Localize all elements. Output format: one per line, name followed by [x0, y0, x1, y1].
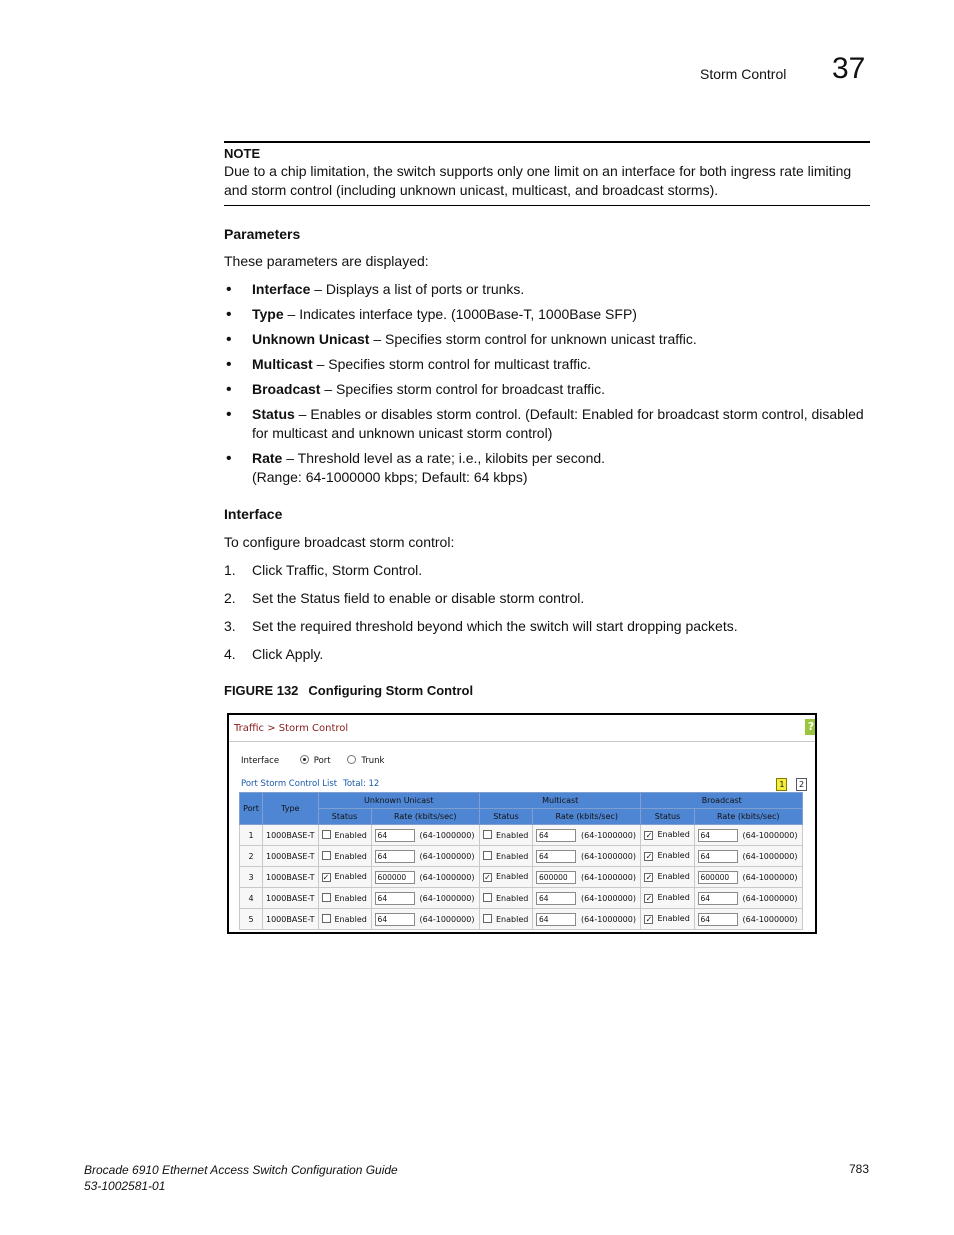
rate-range-label: (64-1000000): [581, 851, 636, 861]
port-cell: 2: [240, 846, 263, 867]
enabled-label: Enabled: [495, 894, 529, 903]
col-rate: Rate (kbits/sec): [371, 809, 479, 825]
multicast-status-cell: [479, 867, 532, 888]
rate-range-label: (64-1000000): [742, 893, 798, 903]
enabled-label: Enabled: [657, 851, 690, 860]
table-body: [240, 825, 803, 930]
multicast-enabled-checkbox[interactable]: [483, 830, 492, 839]
enabled-label: Enabled: [334, 915, 367, 924]
broadcast-rate-input[interactable]: 64: [698, 829, 738, 842]
page-2-button[interactable]: 2: [796, 778, 807, 791]
multicast-rate-input[interactable]: 64: [536, 829, 576, 842]
trunk-radio[interactable]: [347, 755, 356, 764]
enabled-label: Enabled: [657, 872, 690, 881]
param-desc-range: (Range: 64-1000000 kbps; Default: 64 kbps): [252, 469, 528, 485]
param-desc: – Specifies storm control for unknown unicast traffic.: [369, 331, 697, 347]
interface-selector: [241, 755, 398, 766]
unknown-unicast-rate-input[interactable]: 64: [375, 913, 415, 926]
rate-range-label: (64-1000000): [742, 914, 798, 924]
multicast-enabled-checkbox[interactable]: ✓: [484, 873, 491, 882]
unknown-unicast-enabled-checkbox[interactable]: [322, 914, 331, 923]
unknown-unicast-status-cell: [318, 867, 371, 888]
port-radio[interactable]: [300, 755, 309, 764]
unknown-unicast-rate-input[interactable]: 64: [375, 850, 415, 863]
enabled-label: Enabled: [495, 915, 529, 924]
broadcast-rate-input[interactable]: 64: [698, 892, 738, 905]
param-term: Multicast: [252, 356, 313, 372]
unknown-unicast-rate-input[interactable]: 600000: [375, 871, 415, 884]
help-icon[interactable]: ?: [805, 719, 817, 735]
list-item: [224, 380, 864, 399]
unknown-unicast-enabled-checkbox[interactable]: [322, 851, 331, 860]
rate-range-label: (64-1000000): [419, 914, 475, 924]
note-text: Due to a chip limitation, the switch supports only one limit on an interface for both ingress rate limiting and storm control (including unknown unicast, multicast, and broadcast storms).: [224, 163, 852, 198]
multicast-status-cell: [479, 825, 532, 846]
multicast-rate-input[interactable]: 64: [536, 913, 576, 926]
col-group-unknown-unicast: Unknown Unicast: [318, 793, 479, 809]
running-header-section: Storm Control: [700, 66, 787, 82]
list-item: [224, 305, 864, 324]
unknown-unicast-rate-cell: [371, 825, 479, 846]
parameters-intro: These parameters are displayed:: [224, 253, 429, 269]
bullet-icon: •: [226, 406, 232, 423]
list-title: [241, 779, 379, 789]
list-item: [224, 355, 864, 374]
enabled-label: Enabled: [657, 893, 690, 902]
bullet-icon: •: [226, 281, 232, 298]
step-text: Click Traffic, Storm Control.: [252, 562, 423, 578]
step-number: 4.: [224, 646, 236, 662]
enabled-label: Enabled: [334, 872, 367, 881]
enabled-label: Enabled: [657, 914, 690, 923]
enabled-label: Enabled: [334, 894, 367, 903]
breadcrumb: Traffic > Storm Control: [234, 723, 349, 734]
enabled-label: Enabled: [495, 852, 529, 861]
broadcast-status-cell: [641, 825, 694, 846]
col-rate: Rate (kbits/sec): [694, 809, 802, 825]
param-desc: – Specifies storm control for broadcast traffic.: [320, 381, 605, 397]
table-row: [240, 846, 803, 867]
unknown-unicast-rate-cell: [371, 888, 479, 909]
param-term: Type: [252, 306, 284, 322]
storm-control-table: [239, 792, 803, 930]
list-item: [224, 280, 864, 299]
multicast-status-cell: [479, 888, 532, 909]
rate-range-label: (64-1000000): [581, 872, 636, 882]
pager: [770, 778, 807, 791]
step-text: Set the Status field to enable or disable storm control.: [252, 590, 585, 606]
multicast-enabled-checkbox[interactable]: [483, 851, 492, 860]
step-number: 3.: [224, 618, 236, 634]
col-type: Type: [263, 793, 319, 825]
note-box: [224, 141, 870, 206]
trunk-radio-label: Trunk: [361, 756, 385, 766]
enabled-label: Enabled: [657, 830, 690, 839]
bullet-icon: •: [226, 356, 232, 373]
list-total: Total: 12: [343, 779, 380, 789]
multicast-enabled-checkbox[interactable]: [483, 914, 492, 923]
port-cell: 3: [240, 867, 263, 888]
port-radio-label: Port: [313, 756, 331, 766]
table-row: [240, 825, 803, 846]
footer-left: [84, 1162, 398, 1194]
rate-range-label: (64-1000000): [742, 851, 798, 861]
col-status: Status: [641, 809, 694, 825]
figure-title: Configuring Storm Control: [308, 683, 474, 698]
parameters-list: [224, 280, 864, 493]
bullet-icon: •: [226, 306, 232, 323]
enabled-label: Enabled: [495, 831, 529, 840]
parameters-heading: Parameters: [224, 226, 301, 242]
broadcast-rate-cell: [694, 888, 802, 909]
list-title-text: Port Storm Control List: [241, 779, 338, 789]
step-text: Click Apply.: [252, 646, 324, 662]
unknown-unicast-rate-input[interactable]: 64: [375, 892, 415, 905]
broadcast-rate-input[interactable]: 600000: [698, 871, 738, 884]
multicast-rate-cell: [533, 909, 641, 930]
step-text: Set the required threshold beyond which the switch will start dropping packets.: [252, 618, 738, 634]
multicast-rate-input[interactable]: 64: [536, 892, 576, 905]
enabled-label: Enabled: [334, 831, 367, 840]
unknown-unicast-status-cell: [318, 888, 371, 909]
multicast-rate-cell: [533, 888, 641, 909]
port-cell: 4: [240, 888, 263, 909]
multicast-rate-input[interactable]: 64: [536, 850, 576, 863]
broadcast-enabled-checkbox[interactable]: ✓: [645, 915, 653, 924]
footer-doc-number: 53-1002581-01: [84, 1179, 166, 1193]
unknown-unicast-enabled-checkbox[interactable]: ✓: [322, 873, 330, 882]
bullet-icon: •: [226, 381, 232, 398]
interface-heading: Interface: [224, 506, 283, 522]
enabled-label: Enabled: [495, 872, 529, 881]
broadcast-enabled-checkbox[interactable]: ✓: [645, 852, 653, 861]
storm-control-screenshot: [227, 713, 817, 934]
figure-caption: [224, 683, 473, 698]
broadcast-status-cell: [641, 867, 694, 888]
param-desc: – Specifies storm control for multicast traffic.: [312, 356, 591, 372]
rate-range-label: (64-1000000): [742, 872, 798, 882]
enabled-label: Enabled: [334, 852, 367, 861]
param-term: Unknown Unicast: [252, 331, 370, 347]
rate-range-label: (64-1000000): [419, 872, 475, 882]
rate-range-label: (64-1000000): [742, 830, 798, 840]
list-item: [224, 330, 864, 349]
broadcast-rate-cell: [694, 825, 802, 846]
multicast-rate-cell: [533, 825, 641, 846]
param-desc: – Indicates interface type. (1000Base-T, 1000Base SFP): [283, 306, 637, 322]
page-number: 783: [849, 1162, 870, 1176]
unknown-unicast-enabled-checkbox[interactable]: [322, 830, 331, 839]
col-group-broadcast: Broadcast: [641, 793, 803, 809]
param-term: Broadcast: [252, 381, 321, 397]
steps-list: [224, 561, 738, 673]
list-item: [224, 645, 738, 673]
rate-range-label: (64-1000000): [581, 914, 636, 924]
unknown-unicast-rate-cell: [371, 909, 479, 930]
list-item: [224, 405, 864, 443]
port-cell: 1: [240, 825, 263, 846]
broadcast-status-cell: [641, 909, 694, 930]
param-desc: – Threshold level as a rate; i.e., kilobits per second.: [282, 450, 606, 466]
type-cell: 1000BASE-T: [263, 825, 319, 846]
broadcast-rate-cell: [694, 867, 802, 888]
multicast-status-cell: [479, 909, 532, 930]
bullet-icon: •: [226, 450, 232, 467]
broadcast-rate-cell: [694, 909, 802, 930]
param-term: Status: [252, 406, 295, 422]
col-group-multicast: Multicast: [479, 793, 640, 809]
broadcast-rate-input[interactable]: 64: [698, 850, 738, 863]
broadcast-status-cell: [641, 888, 694, 909]
multicast-rate-input[interactable]: 600000: [536, 871, 576, 884]
list-item: [224, 561, 738, 589]
multicast-enabled-checkbox[interactable]: [483, 893, 492, 902]
rate-range-label: (64-1000000): [581, 830, 636, 840]
param-term: Rate: [252, 450, 283, 466]
param-desc: – Enables or disables storm control. (Default: Enabled for broadcast storm control, disabled for multicast and unknown unicast storm control): [252, 406, 864, 441]
figure-label: FIGURE 132: [224, 683, 299, 698]
port-cell: 5: [240, 909, 263, 930]
note-title: NOTE: [224, 146, 261, 161]
multicast-rate-cell: [533, 867, 641, 888]
unknown-unicast-status-cell: [318, 825, 371, 846]
rate-range-label: (64-1000000): [581, 893, 636, 903]
broadcast-enabled-checkbox[interactable]: ✓: [645, 894, 653, 903]
bullet-icon: •: [226, 331, 232, 348]
unknown-unicast-enabled-checkbox[interactable]: [322, 893, 331, 902]
type-cell: 1000BASE-T: [263, 846, 319, 867]
footer-doc-title: Brocade 6910 Ethernet Access Switch Configuration Guide: [84, 1163, 398, 1177]
type-cell: 1000BASE-T: [263, 867, 319, 888]
page-1-button[interactable]: 1: [776, 778, 787, 791]
interface-intro: To configure broadcast storm control:: [224, 534, 455, 550]
multicast-rate-cell: [533, 846, 641, 867]
type-cell: 1000BASE-T: [263, 909, 319, 930]
rate-range-label: (64-1000000): [419, 893, 475, 903]
step-number: 1.: [224, 562, 236, 578]
unknown-unicast-rate-input[interactable]: 64: [375, 829, 415, 842]
unknown-unicast-status-cell: [318, 846, 371, 867]
unknown-unicast-status-cell: [318, 909, 371, 930]
param-desc: – Displays a list of ports or trunks.: [310, 281, 525, 297]
type-cell: 1000BASE-T: [263, 888, 319, 909]
chapter-number: 37: [832, 52, 866, 85]
unknown-unicast-rate-cell: [371, 846, 479, 867]
unknown-unicast-rate-cell: [371, 867, 479, 888]
broadcast-enabled-checkbox[interactable]: ✓: [645, 873, 653, 882]
table-row: [240, 909, 803, 930]
list-item: [224, 617, 738, 645]
col-status: Status: [479, 809, 532, 825]
interface-label: Interface: [241, 756, 280, 766]
param-term: Interface: [252, 281, 311, 297]
rate-range-label: (64-1000000): [419, 830, 475, 840]
list-item: [224, 589, 738, 617]
broadcast-status-cell: [641, 846, 694, 867]
table-row: [240, 888, 803, 909]
multicast-status-cell: [479, 846, 532, 867]
list-item: [224, 449, 864, 487]
col-rate: Rate (kbits/sec): [533, 809, 641, 825]
screenshot-title-bar: [229, 715, 815, 742]
broadcast-enabled-checkbox[interactable]: ✓: [645, 831, 653, 840]
rate-range-label: (64-1000000): [419, 851, 475, 861]
broadcast-rate-cell: [694, 846, 802, 867]
broadcast-rate-input[interactable]: 64: [698, 913, 738, 926]
step-number: 2.: [224, 590, 236, 606]
col-status: Status: [318, 809, 371, 825]
col-port: Port: [240, 793, 263, 825]
table-row: [240, 867, 803, 888]
